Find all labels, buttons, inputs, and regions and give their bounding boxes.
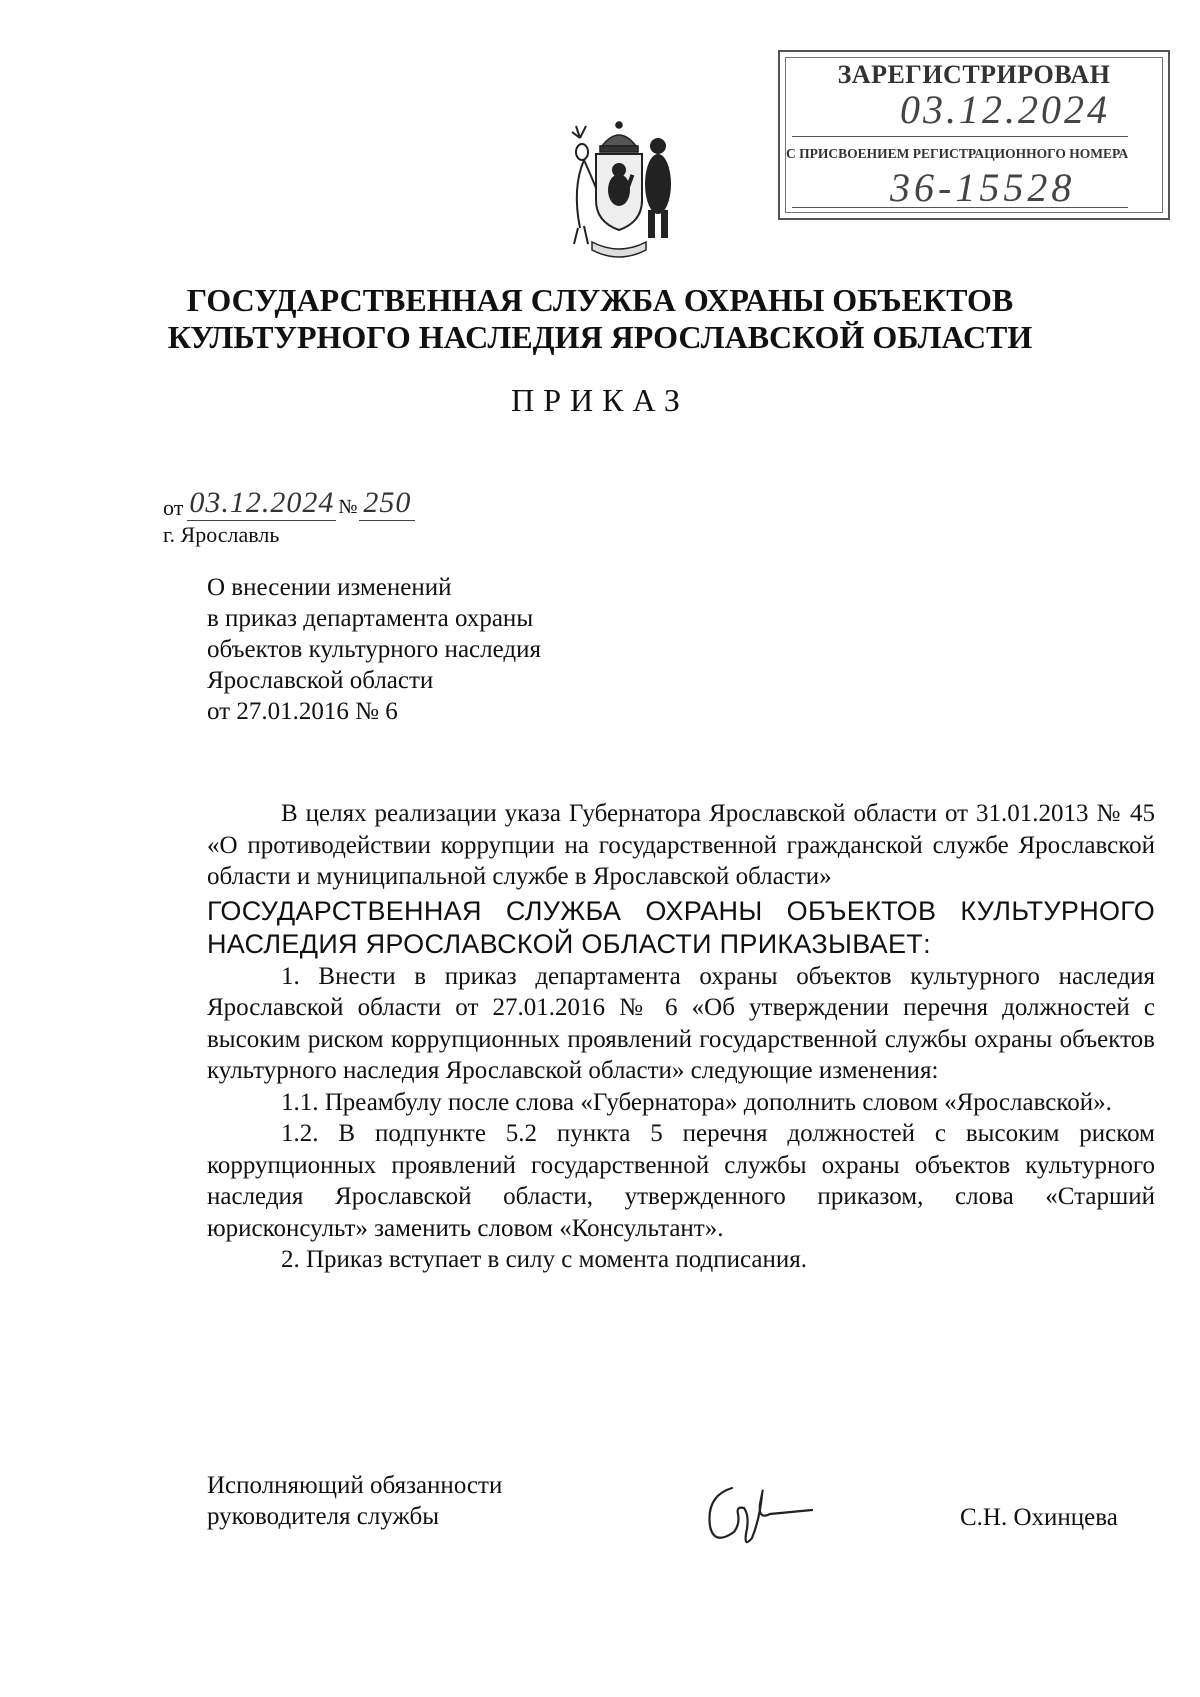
item-1: 1. Внести в приказ департамента охраны объектов культурного наследия Ярославской области от 27.01.2016 № 6 «Об утверждении перечня должностей с высоким риском коррупционных проявлений государственной службы охраны объектов культурного наследия Ярославской области» следующие изменения: — [207, 962, 1155, 1084]
city: г. Ярославль — [163, 522, 280, 547]
order-subject — [207, 572, 541, 727]
number-label: № — [338, 496, 358, 518]
signatory-position-line2: руководителя службы — [207, 1503, 440, 1530]
subject-line: в приказ департамента охраны — [207, 605, 534, 632]
order-body — [207, 798, 1155, 1276]
organization-name-line2: КУЛЬТУРНОГО НАСЛЕДИЯ ЯРОСЛАВСКОЙ ОБЛАСТИ — [167, 319, 1033, 355]
signatory-name: С.Н. Охинцева — [960, 1504, 1118, 1531]
organization-name — [150, 282, 1050, 356]
order-date: 03.12.2024 — [189, 486, 335, 519]
order-number: 250 — [359, 486, 415, 521]
registration-stamp — [778, 50, 1170, 220]
order-date-number — [163, 486, 415, 521]
preamble: В целях реализации указа Губернатора Ярославской области от 31.01.2013 № 45 «О противодействии коррупции на государственной гражданской службе Ярославской области и муниципальной службе в Ярославской области» — [207, 800, 1155, 890]
crown-icon — [600, 122, 638, 152]
signatory-position — [207, 1470, 502, 1532]
ribbon-icon — [592, 242, 646, 257]
coat-of-arms-icon — [562, 118, 676, 260]
from-label: от — [163, 495, 184, 520]
item-1-2: 1.2. В подпункте 5.2 пункта 5 перечня должностей с высоким риском коррупционных проявлений государственной службы охраны объектов культурного наследия Ярославской области, утвержденного приказом, слова «Старший юрисконсульт» заменить словом «Консультант». — [207, 1120, 1155, 1242]
stamp-caption: С ПРИСВОЕНИЕМ РЕГИСТРАЦИОННОГО НОМЕРА — [786, 146, 1129, 161]
document-type: ПРИКАЗ — [511, 382, 689, 418]
subject-line: Ярославской области — [207, 667, 434, 694]
orders-statement: ГОСУДАРСТВЕННАЯ СЛУЖБА ОХРАНЫ ОБЪЕКТОВ КУЛЬТУРНОГО НАСЛЕДИЯ ЯРОСЛАВСКОЙ ОБЛАСТИ ПРИКАЗЫВАЕТ: — [207, 895, 1155, 959]
stamp-title: ЗАРЕГИСТРИРОВАН — [837, 60, 1111, 89]
signatory-position-line1: Исполняющий обязанности — [207, 1472, 503, 1499]
stamp-divider — [792, 136, 1128, 137]
stamp-registration-number: 36-15528 — [890, 165, 1076, 210]
subject-line: объектов культурного наследия — [207, 636, 541, 663]
item-1-1: 1.1. Преамбулу после слова «Губернатора» дополнить словом «Ярославской». — [281, 1088, 1112, 1116]
item-2: 2. Приказ вступает в силу с момента подписания. — [281, 1246, 807, 1273]
stamp-divider — [792, 207, 1128, 208]
subject-line: от 27.01.2016 № 6 — [207, 698, 398, 725]
deer-supporter-icon — [572, 126, 596, 244]
stamp-registration-date: 03.12.2024 — [900, 87, 1110, 132]
handwritten-signature — [700, 1474, 818, 1554]
subject-line: О внесении изменений — [207, 574, 452, 601]
organization-name-line1: ГОСУДАРСТВЕННАЯ СЛУЖБА ОХРАНЫ ОБЪЕКТОВ — [186, 282, 1014, 318]
bear-supporter-icon — [645, 138, 671, 238]
